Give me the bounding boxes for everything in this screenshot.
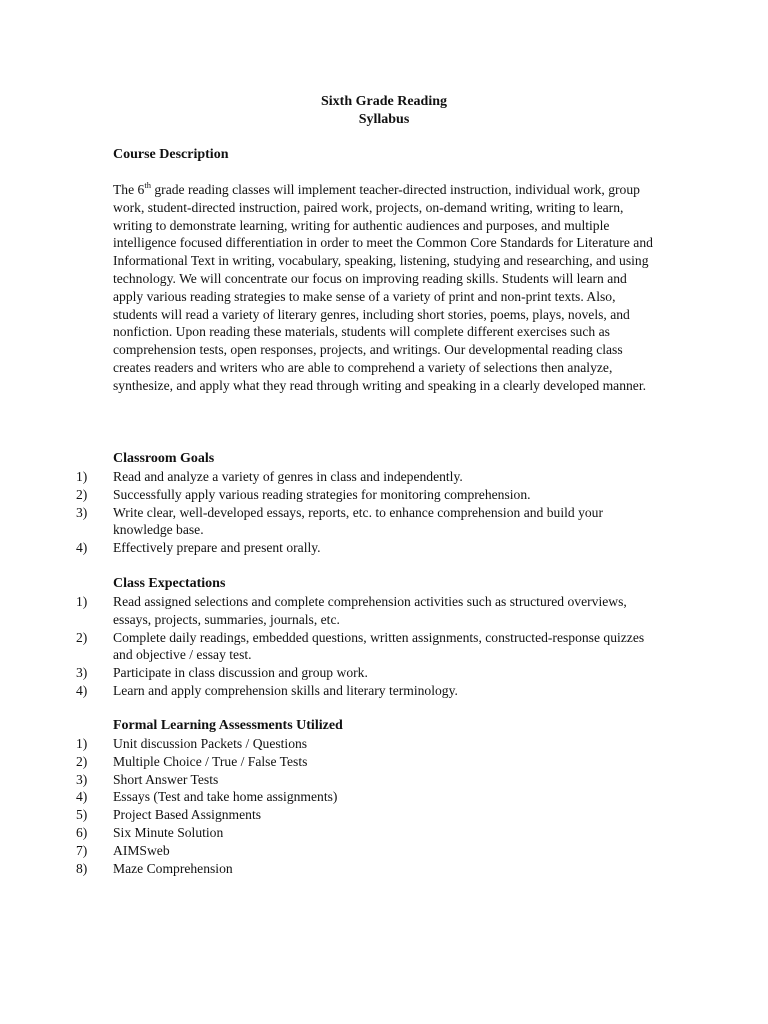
list-item bbox=[0, 771, 660, 789]
classroom-goals-heading: Classroom Goals bbox=[113, 451, 215, 466]
list-number: 1) bbox=[76, 736, 88, 751]
list-number: 2) bbox=[76, 486, 88, 502]
list-text: Learn and apply comprehension skills and literary terminology. bbox=[113, 682, 458, 698]
list-number: 5) bbox=[76, 807, 88, 823]
list-number: 2) bbox=[76, 629, 88, 645]
list-text: Participate in class discussion and group work. bbox=[113, 665, 368, 681]
list-number: 7) bbox=[76, 842, 88, 858]
assessments-list bbox=[0, 735, 660, 877]
list-number: 3) bbox=[76, 665, 88, 681]
list-text: Effectively prepare and present orally. bbox=[113, 540, 321, 556]
list-text: Unit discussion Packets / Questions bbox=[113, 736, 308, 751]
list-item bbox=[0, 468, 660, 486]
course-description-heading: Course Description bbox=[113, 147, 229, 162]
class-expectations-heading: Class Expectations bbox=[113, 576, 226, 591]
list-item bbox=[0, 753, 660, 771]
list-number: 3) bbox=[76, 771, 88, 787]
list-text: Read and analyze a variety of genres in class and independently. bbox=[113, 469, 463, 484]
list-text: Write clear, well-developed essays, reports, etc. to enhance comprehension and build your knowledge base. bbox=[113, 504, 603, 538]
list-item bbox=[0, 788, 660, 806]
list-item bbox=[0, 806, 660, 824]
list-number: 4) bbox=[76, 789, 88, 805]
course-description-paragraph bbox=[113, 181, 658, 395]
desc-text-rest: grade reading classes will implement teacher-directed instruction, individual work, group work, student-directed instruction, paired work, projects, on-demand writing, writing to learn, writing to demonstrate learning, writing for authentic audiences and purposes, and multiple intelligence focused differentiation in order to meet the Common Core Standards for Literature and Informational Text in writing, vocabulary, speaking, listening, studying and researching, and using technology. We will concentrate our focus on improving reading skills. Students will learn and apply various reading strategies to make sense of a variety of print and non-print texts. Also, students will read a variety of literary genres, including short stories, poems, plays, novels, and nonfiction. Upon reading these materials, students will complete different exercises such as comprehension tests, open responses, projects, and writings. Our developmental reading class creates readers and writers who are able to comprehend a variety of selections then analyze, synthesize, and apply what they read through writing and speaking in a clearly developed manner. bbox=[113, 182, 653, 393]
list-item bbox=[0, 682, 660, 700]
list-text: Successfully apply various reading strategies for monitoring comprehension. bbox=[113, 486, 531, 502]
list-text: Multiple Choice / True / False Tests bbox=[113, 753, 308, 769]
list-number: 4) bbox=[76, 682, 88, 698]
list-item bbox=[0, 593, 660, 629]
assessments-heading: Formal Learning Assessments Utilized bbox=[113, 718, 343, 733]
list-text: Short Answer Tests bbox=[113, 771, 219, 787]
list-item bbox=[0, 735, 660, 753]
desc-text-start: The 6 bbox=[113, 182, 145, 197]
desc-superscript: th bbox=[144, 180, 151, 190]
list-item bbox=[0, 824, 660, 842]
list-text: Read assigned selections and complete comprehension activities such as structured overviews, essays, projects, summaries, journals, etc. bbox=[113, 594, 627, 627]
list-item bbox=[0, 842, 660, 860]
list-item bbox=[0, 486, 660, 504]
list-number: 1) bbox=[76, 594, 88, 609]
list-text: Project Based Assignments bbox=[113, 807, 262, 823]
title-line-2: Syllabus bbox=[358, 112, 410, 127]
list-item bbox=[0, 860, 660, 878]
list-item bbox=[0, 629, 660, 665]
list-item bbox=[0, 504, 660, 540]
class-expectations-list bbox=[0, 593, 660, 700]
list-item bbox=[0, 664, 660, 682]
document-title bbox=[0, 93, 768, 129]
list-text: Essays (Test and take home assignments) bbox=[113, 789, 338, 805]
list-text: Complete daily readings, embedded questions, written assignments, constructed-response quizzes and objective / essay test. bbox=[113, 629, 645, 663]
list-text: Six Minute Solution bbox=[113, 824, 224, 840]
list-number: 1) bbox=[76, 469, 88, 484]
list-number: 6) bbox=[76, 824, 88, 840]
list-text: Maze Comprehension bbox=[113, 860, 233, 876]
list-item bbox=[0, 539, 660, 557]
list-text: AIMSweb bbox=[113, 842, 170, 858]
classroom-goals-list bbox=[0, 468, 660, 557]
list-number: 8) bbox=[76, 860, 88, 876]
list-number: 4) bbox=[76, 540, 88, 556]
list-number: 2) bbox=[76, 753, 88, 769]
title-line-1: Sixth Grade Reading bbox=[320, 94, 447, 109]
list-number: 3) bbox=[76, 504, 88, 520]
